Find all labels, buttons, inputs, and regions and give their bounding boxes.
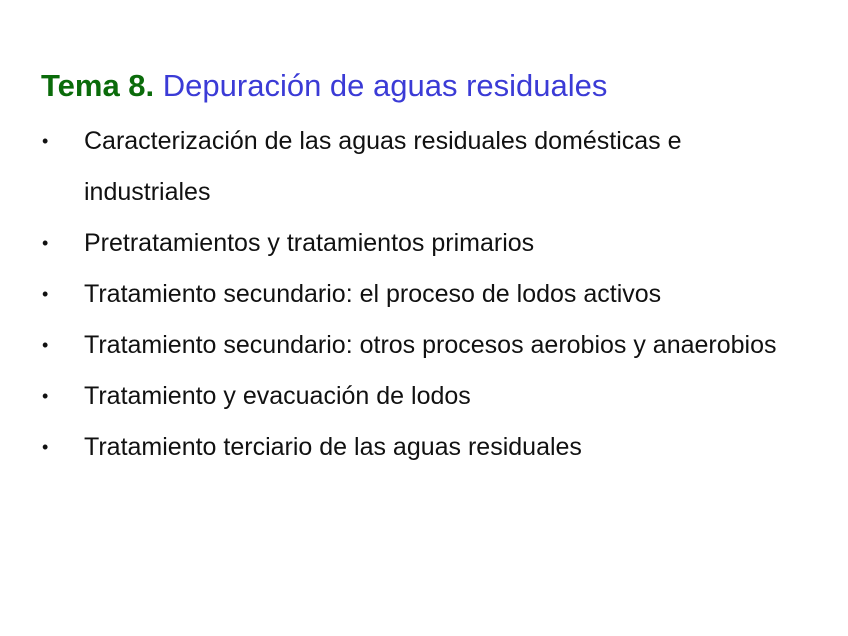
bullet-icon: • — [42, 437, 49, 457]
bullet-text: Tratamiento y evacuación de lodos — [84, 382, 471, 410]
bullet-item — [0, 218, 848, 269]
bullet-text: Caracterización de las aguas residuales domésticas e industriales — [84, 127, 682, 206]
bullet-text: Tratamiento terciario de las aguas residuales — [84, 433, 582, 461]
bullet-item — [0, 422, 848, 473]
slide-title — [41, 66, 607, 106]
bullet-icon: • — [42, 335, 49, 355]
bullet-text: Tratamiento secundario: el proceso de lodos activos — [84, 280, 662, 308]
title-text: Depuración de aguas residuales — [162, 68, 608, 103]
bullet-icon: • — [42, 131, 49, 151]
bullet-item — [0, 371, 848, 422]
bullet-item — [0, 116, 848, 218]
bullet-text: Tratamiento secundario: otros procesos aerobios y anaerobios — [84, 331, 777, 359]
bullet-icon: • — [42, 386, 49, 406]
title-label: Tema 8. — [41, 68, 155, 103]
bullet-item — [0, 320, 848, 371]
bullet-item — [0, 269, 848, 320]
bullet-text: Pretratamientos y tratamientos primarios — [84, 229, 535, 257]
bullet-list — [0, 116, 848, 473]
bullet-icon: • — [42, 233, 49, 253]
bullet-icon: • — [42, 284, 49, 304]
